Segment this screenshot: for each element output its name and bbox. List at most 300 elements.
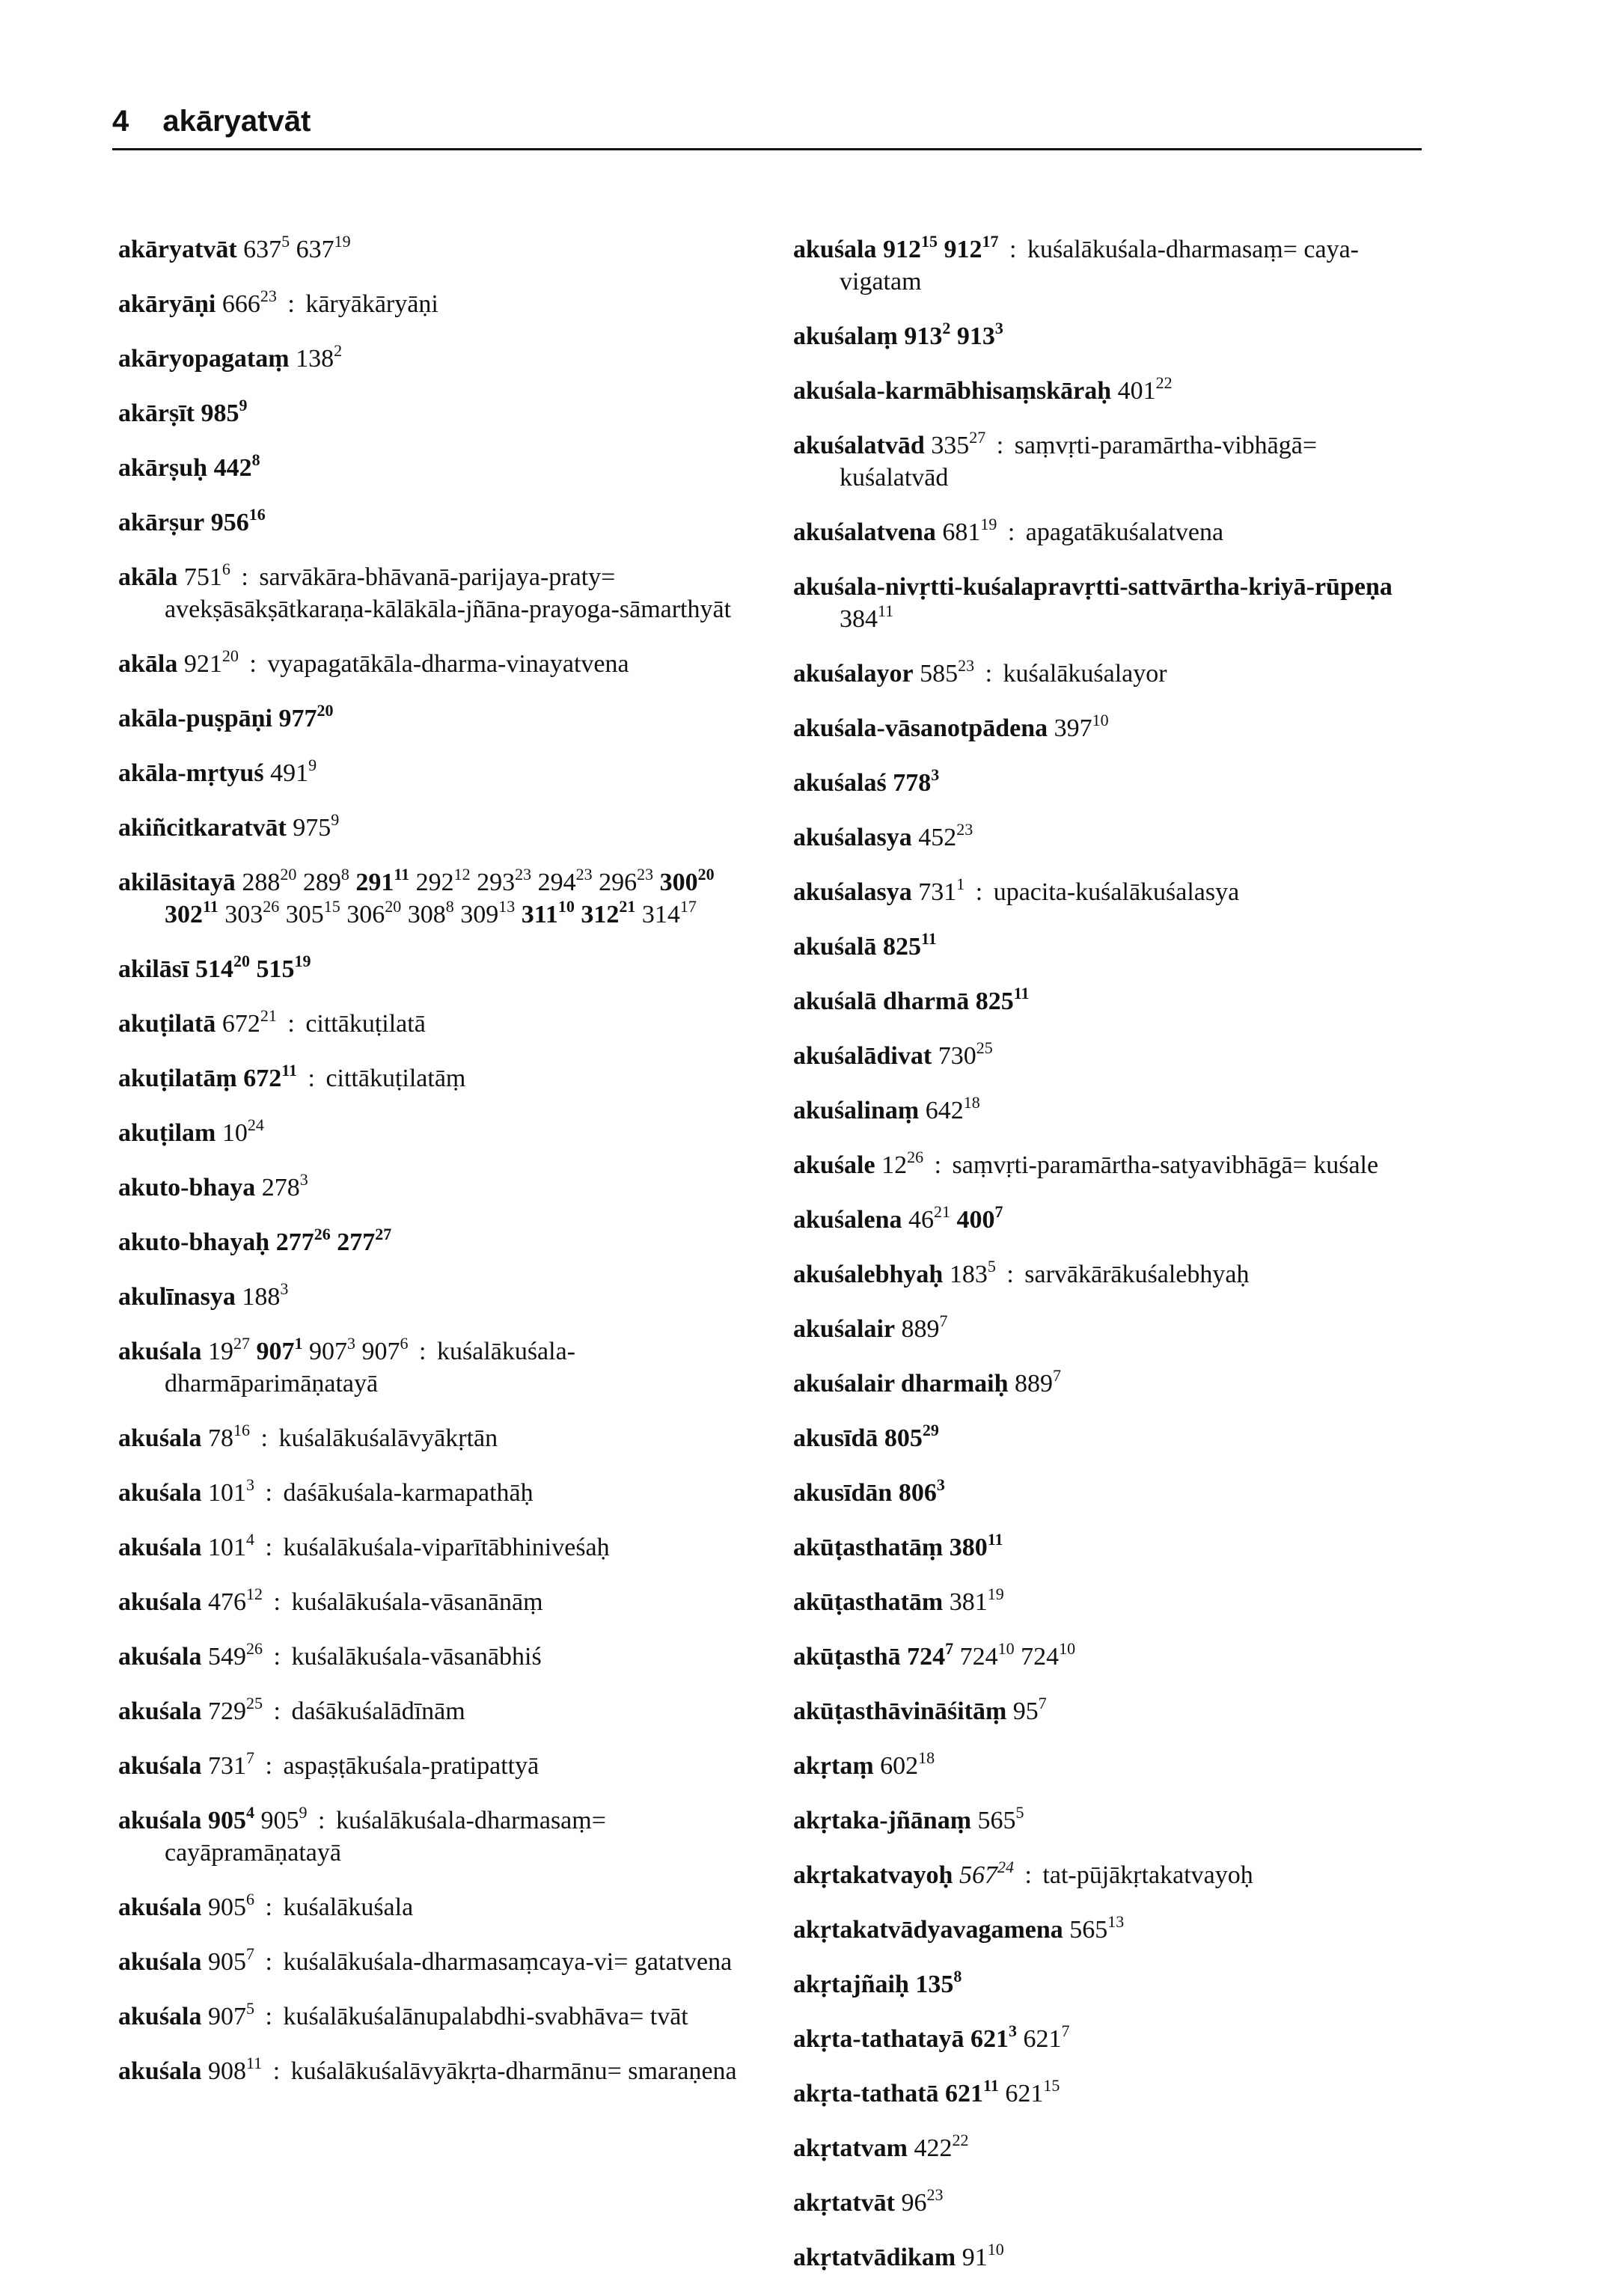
page-ref <box>907 1639 954 1671</box>
headword: akuśala <box>118 1534 202 1561</box>
index-column-left <box>118 233 762 2110</box>
line-number-ref: 21 <box>260 1006 277 1025</box>
line-number-ref: 20 <box>233 952 250 970</box>
page-ref <box>337 1225 392 1256</box>
headword: akuśala <box>118 1894 202 1921</box>
page-ref <box>977 1803 1024 1834</box>
headword: akuśalaṃ <box>793 322 898 350</box>
index-entry <box>793 876 1422 908</box>
index-entry <box>118 1117 762 1149</box>
headword: akuśala <box>118 1588 202 1616</box>
page-number: 4 <box>112 105 129 138</box>
line-number-ref: 19 <box>980 515 997 533</box>
page-ref <box>296 341 343 373</box>
gloss-text: aspaṣṭākuśala-pratipattyā <box>283 1752 539 1780</box>
gloss-text: daśākuśala-karmapathāḥ <box>283 1479 534 1507</box>
line-number-ref: 1 <box>956 875 965 893</box>
line-number-ref: 3 <box>994 319 1003 337</box>
gloss-separator: : <box>1006 1261 1014 1288</box>
line-number-ref: 2 <box>942 319 951 337</box>
line-number-ref: 17 <box>679 897 697 916</box>
page-ref <box>346 897 402 928</box>
page-ref <box>221 1006 277 1038</box>
headword: akṛtakatvādyavagamena <box>793 1916 1063 1944</box>
index-entry <box>118 561 762 625</box>
headword: akṛta-tathatayā <box>793 2025 964 2053</box>
page-ref <box>201 396 248 427</box>
index-entry <box>118 1695 762 1727</box>
line-number-ref: 27 <box>375 1225 392 1243</box>
page-number-ref: 805 <box>884 1424 923 1452</box>
page-number-ref: 380 <box>949 1534 988 1561</box>
page-number-ref: 912 <box>944 236 982 263</box>
page-number-ref: 913 <box>956 322 995 350</box>
headword: akuśala <box>118 1752 202 1780</box>
line-number-ref: 16 <box>233 1421 250 1439</box>
page-number-ref: 825 <box>883 933 921 961</box>
gloss-text: tat-pūjākṛtakatvayoḥ <box>1042 1861 1253 1889</box>
page-number-ref: 912 <box>883 236 921 263</box>
index-entry <box>118 397 762 429</box>
index-entry <box>793 1149 1422 1181</box>
line-number-ref: 20 <box>317 701 334 720</box>
page-ref <box>893 765 940 797</box>
page-number-ref: 889 <box>901 1315 940 1343</box>
headword: akuśalādivat <box>793 1042 932 1070</box>
page-ref <box>537 865 593 896</box>
page-ref <box>243 232 290 263</box>
page-ref <box>918 820 973 851</box>
headword: akāla-mṛtyuś <box>118 759 264 787</box>
headword: akuśalinaṃ <box>793 1097 920 1124</box>
gloss-text: sarvākārākuśalebhyaḥ <box>1024 1261 1250 1288</box>
page-ref <box>242 1279 289 1311</box>
headword: akuśala-karmābhisaṃskāraḥ <box>793 377 1112 405</box>
page-number-ref: 621 <box>970 2025 1009 2053</box>
index-entry <box>793 1859 1422 1891</box>
gloss-separator: : <box>287 290 295 318</box>
headword: akuto-bhayaḥ <box>118 1228 270 1256</box>
headword: akṛtatvāt <box>793 2189 895 2217</box>
page-number-ref: 956 <box>210 509 249 536</box>
line-number-ref: 23 <box>956 820 973 839</box>
line-number-ref: 7 <box>945 1639 954 1658</box>
index-entry <box>793 571 1422 635</box>
page-number-ref: 300 <box>659 869 698 896</box>
page-number-ref: 381 <box>949 1588 988 1616</box>
gloss-text: kuśalākuśala <box>283 1894 414 1921</box>
index-entry <box>793 1641 1422 1673</box>
gloss-separator: : <box>419 1338 427 1365</box>
page-ref <box>1117 373 1173 405</box>
page-number-ref: 751 <box>183 563 222 591</box>
line-number-ref: 4 <box>246 1530 254 1549</box>
index-entry <box>793 1204 1422 1236</box>
gloss-text: vyapagatākāla-dharma-vinayatvena <box>267 650 629 678</box>
line-number-ref: 9 <box>299 1803 308 1822</box>
page-number-ref: 905 <box>260 1807 299 1834</box>
index-entry <box>793 712 1422 744</box>
page-number-ref: 302 <box>165 901 203 928</box>
index-entry <box>793 320 1422 352</box>
page-number-ref: 666 <box>221 290 260 318</box>
page-number-ref: 312 <box>581 901 620 928</box>
page-ref <box>270 756 317 787</box>
gloss-text: kuśalākuśalānupalabdhi-svabhāva= tvāt <box>283 2003 688 2030</box>
headword: akṛtajñaiḥ <box>793 1971 909 1998</box>
page-ref <box>908 1202 950 1234</box>
index-entry <box>793 658 1422 690</box>
index-entry <box>118 343 762 375</box>
page-number-ref: 565 <box>1069 1916 1108 1944</box>
line-number-ref: 11 <box>246 2054 263 2072</box>
page-ref <box>904 319 951 350</box>
headword: akusīdā <box>793 1424 878 1452</box>
page-ref <box>195 952 250 983</box>
line-number-ref: 20 <box>280 865 297 884</box>
line-number-ref: 19 <box>294 952 311 970</box>
page-number-ref: 397 <box>1054 714 1092 742</box>
page-ref <box>938 1038 993 1070</box>
headword: akāryopagataṃ <box>118 345 290 373</box>
line-number-ref: 3 <box>1009 2021 1018 2040</box>
gloss-separator: : <box>1024 1861 1032 1889</box>
headword: akṛtaṃ <box>793 1752 874 1780</box>
gloss-separator: : <box>265 1948 272 1976</box>
page-number-ref: 278 <box>261 1174 300 1201</box>
line-number-ref: 17 <box>982 232 999 251</box>
gloss-separator: : <box>260 1424 268 1452</box>
gloss-separator: : <box>272 2057 281 2085</box>
line-number-ref: 19 <box>334 232 351 251</box>
line-number-ref: 3 <box>347 1334 355 1353</box>
page-number-ref: 296 <box>599 869 638 896</box>
gloss-separator: : <box>265 1752 272 1780</box>
page-number-ref: 907 <box>361 1338 400 1365</box>
line-number-ref: 8 <box>340 865 349 884</box>
line-number-ref: 15 <box>323 897 340 916</box>
line-number-ref: 18 <box>918 1748 935 1767</box>
line-number-ref: 21 <box>619 897 636 916</box>
line-number-ref: 15 <box>921 232 938 251</box>
headword: akāla-puṣpāṇi <box>118 705 272 732</box>
gloss-text: kuśalākuśala-viparītābhiniveśaḥ <box>283 1534 610 1561</box>
page-ref <box>915 1967 962 1998</box>
page-ref <box>296 232 351 263</box>
page-ref <box>880 1748 935 1780</box>
index-entry <box>118 866 762 931</box>
line-number-ref: 10 <box>997 1639 1015 1658</box>
page-ref <box>302 865 349 896</box>
headword: akuśala <box>118 1948 202 1976</box>
index-entry <box>118 1422 762 1454</box>
page-ref <box>213 450 260 482</box>
page-number-ref: 183 <box>949 1261 988 1288</box>
index-entry <box>793 985 1422 1017</box>
line-number-ref: 24 <box>247 1115 264 1134</box>
page-number-ref: 905 <box>208 1948 246 1976</box>
page-ref <box>285 897 340 928</box>
headword: akuśala <box>118 1697 202 1725</box>
line-number-ref: 26 <box>246 1639 263 1658</box>
headword: akuśala <box>118 1479 202 1507</box>
index-entry <box>793 1531 1422 1564</box>
line-number-ref: 5 <box>246 1999 254 2018</box>
headword: akuśalasya <box>793 824 912 851</box>
headword: akuśalā <box>793 933 877 961</box>
page-number-ref: 905 <box>208 1807 246 1834</box>
page-ref <box>901 1311 948 1343</box>
page-number-ref: 78 <box>208 1424 233 1452</box>
gloss-separator: : <box>975 878 983 906</box>
page-number-ref: 724 <box>907 1643 946 1671</box>
page-ref <box>208 1421 250 1452</box>
headword: akṛtaka-jñānaṃ <box>793 1807 972 1834</box>
line-number-ref: 18 <box>963 1093 980 1112</box>
gloss-text: kuśalākuśalāvyākṛta-dharmānu= smaraṇena <box>290 2057 737 2085</box>
page-number-ref: 294 <box>537 869 576 896</box>
line-number-ref: 3 <box>246 1475 254 1494</box>
line-number-ref: 11 <box>878 601 894 620</box>
headword: akṛta-tathatā <box>793 2080 939 2107</box>
index-entry <box>118 2055 762 2087</box>
page-number-ref: 303 <box>224 901 263 928</box>
page-ref <box>641 897 697 928</box>
line-number-ref: 11 <box>203 897 218 916</box>
line-number-ref: 5 <box>1015 1803 1024 1822</box>
page-ref <box>914 2131 969 2162</box>
index-column-right <box>793 233 1422 2296</box>
index-entry <box>118 1750 762 1782</box>
page-number-ref: 335 <box>931 432 970 459</box>
index-entry <box>118 1891 762 1923</box>
page-number-ref: 91 <box>962 2244 988 2271</box>
page-ref <box>183 560 230 591</box>
page-ref <box>1054 711 1109 742</box>
page-number-ref: 731 <box>918 878 957 906</box>
page-ref <box>1069 1912 1125 1944</box>
line-number-ref: 6 <box>221 560 230 578</box>
gloss-text: apagatākuśalatvena <box>1025 518 1224 546</box>
page-number-ref: 730 <box>938 1042 976 1070</box>
gloss-separator: : <box>1009 236 1017 263</box>
line-number-ref: 29 <box>922 1421 939 1439</box>
page-ref <box>224 897 280 928</box>
page-number-ref: 305 <box>285 901 324 928</box>
headword: akuṭilatā <box>118 1010 216 1038</box>
line-number-ref: 23 <box>926 2185 944 2204</box>
index-entry <box>118 1804 762 1869</box>
page-number-ref: 277 <box>275 1228 314 1256</box>
page-ref <box>884 1421 939 1452</box>
line-number-ref: 13 <box>1107 1912 1125 1931</box>
page-ref <box>415 865 471 896</box>
line-number-ref: 7 <box>939 1311 948 1330</box>
headword: akūṭasthāvināśitāṃ <box>793 1697 1007 1725</box>
page-number-ref: 778 <box>893 769 932 797</box>
headword: akilāsī <box>118 955 189 983</box>
line-number-ref: 21 <box>934 1202 950 1221</box>
page-number-ref: 567 <box>959 1861 997 1889</box>
headword: akuśala <box>118 2057 202 2085</box>
page-ref <box>949 1585 1004 1616</box>
line-number-ref: 19 <box>987 1585 1004 1603</box>
line-number-ref: 26 <box>263 897 280 916</box>
headword: akulīnasya <box>118 1283 236 1311</box>
headword: akuśalatvād <box>793 432 925 459</box>
line-number-ref: 4 <box>246 1803 254 1822</box>
index-entry <box>793 2078 1422 2110</box>
page-ref <box>925 1093 980 1124</box>
line-number-ref: 25 <box>976 1038 993 1057</box>
page-number-ref: 637 <box>243 236 282 263</box>
page-number-ref: 400 <box>956 1206 995 1234</box>
page-ref <box>949 1257 996 1288</box>
page-ref <box>221 287 277 318</box>
headword: akuśalebhyaḥ <box>793 1261 944 1288</box>
page-ref <box>975 984 1030 1015</box>
gloss-text: kuśalākuśala-vāsanānāṃ <box>291 1588 543 1616</box>
page-number-ref: 308 <box>407 901 446 928</box>
line-number-ref: 3 <box>299 1170 308 1189</box>
index-entry <box>793 1258 1422 1291</box>
page-number-ref: 306 <box>346 901 385 928</box>
index-entry <box>118 1281 762 1313</box>
line-number-ref: 23 <box>575 865 593 884</box>
page-number-ref: 565 <box>977 1807 1016 1834</box>
headword: akuto-bhaya <box>118 1174 256 1201</box>
line-number-ref: 6 <box>400 1334 409 1353</box>
index-entry <box>118 702 762 735</box>
line-number-ref: 27 <box>969 428 986 447</box>
headword: akiñcitkaratvāt <box>118 814 287 842</box>
page-number-ref: 642 <box>925 1097 964 1124</box>
page-number-ref: 907 <box>309 1338 347 1365</box>
page-ref <box>208 1334 250 1365</box>
page-number-ref: 681 <box>942 518 981 546</box>
headword: akuśala <box>118 1424 202 1452</box>
line-number-ref: 7 <box>1053 1366 1062 1385</box>
index-entry <box>793 1313 1422 1345</box>
page-number-ref: 975 <box>293 814 331 842</box>
gloss-separator: : <box>249 650 257 678</box>
page-number-ref: 314 <box>641 901 680 928</box>
gloss-separator: : <box>308 1065 315 1092</box>
page-ref <box>881 1148 924 1179</box>
page-ref <box>260 1803 308 1834</box>
page-ref <box>901 2185 944 2217</box>
headword: akārṣuḥ <box>118 454 208 482</box>
index-entry <box>793 1040 1422 1072</box>
index-entry <box>793 1095 1422 1127</box>
page-ref <box>942 515 997 546</box>
page-number-ref: 585 <box>920 660 959 688</box>
line-number-ref: 27 <box>233 1334 250 1353</box>
gloss-separator: : <box>273 1697 281 1725</box>
page-ref <box>883 232 938 263</box>
page-number-ref: 292 <box>415 869 454 896</box>
headword: akuśalatvena <box>793 518 936 546</box>
line-number-ref: 11 <box>1013 984 1030 1002</box>
page-number-ref: 46 <box>908 1206 934 1234</box>
page-ref <box>1021 1639 1076 1671</box>
line-number-ref: 10 <box>987 2240 1004 2259</box>
line-number-ref: 23 <box>515 865 532 884</box>
page-number-ref: 907 <box>256 1338 295 1365</box>
headword: akuśalaś <box>793 769 887 797</box>
headword: akuśala <box>118 1643 202 1671</box>
gloss-text: sarvākāra-bhāvanā-parijaya-praty= avekṣāsākṣātkaraṇa-kālākāla-jñāna-prayoga-sāmarthyāt <box>165 563 732 623</box>
headword: akuśalā dharmā <box>793 988 970 1015</box>
line-number-ref: 24 <box>997 1858 1014 1876</box>
gloss-text: saṃvṛti-paramārtha-vibhāgā= kuśalatvād <box>840 432 1318 492</box>
line-number-ref: 11 <box>983 2076 999 2095</box>
page-number-ref: 985 <box>201 399 239 427</box>
page-number-ref: 731 <box>208 1752 246 1780</box>
headword: akūṭasthatām <box>793 1588 944 1616</box>
line-number-ref: 20 <box>221 646 239 665</box>
page-number-ref: 101 <box>208 1534 246 1561</box>
page-ref <box>945 2076 999 2107</box>
line-number-ref: 10 <box>557 897 575 916</box>
index-entry <box>793 1968 1422 2000</box>
line-number-ref: 5 <box>987 1257 996 1276</box>
gloss-text: daśākuśalādīnām <box>291 1697 465 1725</box>
line-number-ref: 6 <box>246 1890 254 1908</box>
page-ref <box>221 1115 264 1147</box>
line-number-ref: 20 <box>697 865 715 884</box>
index-entry <box>118 1477 762 1509</box>
page-ref <box>918 875 965 906</box>
index-entry <box>118 452 762 484</box>
index-entry <box>793 2241 1422 2274</box>
headword: akuśalasya <box>793 878 912 906</box>
page-number-ref: 384 <box>840 605 878 633</box>
page-ref <box>883 929 937 961</box>
index-entry <box>793 1695 1422 1727</box>
headword: akuśala <box>793 236 877 263</box>
gloss-text: upacita-kuśalākuśalasya <box>993 878 1240 906</box>
index-entry <box>118 1172 762 1204</box>
line-number-ref: 7 <box>1061 2021 1070 2040</box>
gloss-separator: : <box>996 432 1004 459</box>
page-number-ref: 921 <box>183 650 222 678</box>
headword: akāryatvāt <box>118 236 237 263</box>
index-entry <box>118 953 762 985</box>
page-ref <box>959 1858 1014 1889</box>
index-entry <box>793 1914 1422 1946</box>
index-entry <box>793 1750 1422 1782</box>
page-number-ref: 291 <box>355 869 394 896</box>
index-entry <box>793 1477 1422 1509</box>
page-ref <box>959 1639 1015 1671</box>
gloss-text: saṃvṛti-paramārtha-satyavibhāgā= kuśale <box>952 1151 1379 1179</box>
page-number-ref: 135 <box>915 1971 954 1998</box>
headword: akūṭasthā <box>793 1643 901 1671</box>
index-entry <box>118 233 762 266</box>
headword: akuṭilam <box>118 1119 216 1147</box>
gloss-text: cittākuṭilatāṃ <box>325 1065 466 1092</box>
line-number-ref: 22 <box>1155 373 1173 392</box>
page-number-ref: 637 <box>296 236 334 263</box>
index-entry <box>793 931 1422 963</box>
index-entry <box>118 288 762 320</box>
headword: akuśala <box>118 1338 202 1365</box>
line-number-ref: 23 <box>637 865 654 884</box>
headword: akṛtatvam <box>793 2134 908 2162</box>
line-number-ref: 10 <box>1092 711 1109 729</box>
index-entry <box>118 1586 762 1618</box>
